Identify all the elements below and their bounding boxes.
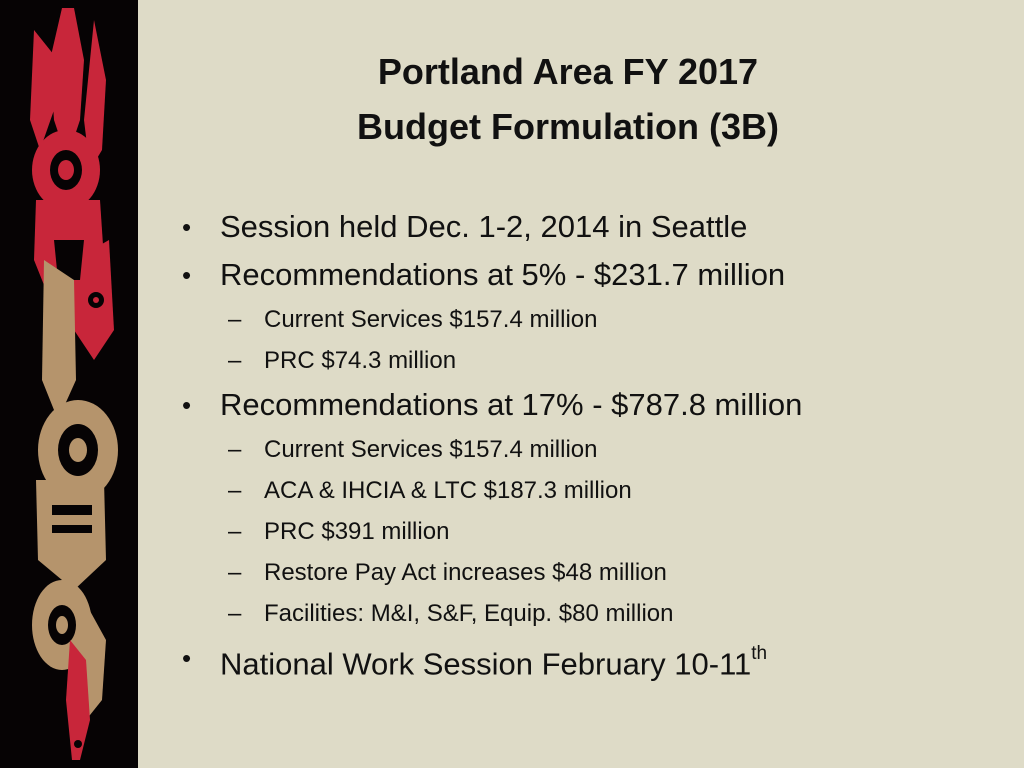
decorative-sidebar bbox=[0, 0, 138, 768]
bullet-list bbox=[180, 203, 1000, 688]
bullet-national-text: National Work Session February 10-11 bbox=[220, 646, 752, 682]
bullet-session: • Session held Dec. 1-2, 2014 in Seattle bbox=[180, 203, 1000, 251]
sub-list-17 bbox=[180, 429, 1000, 634]
sub-bullet-text: Current Services $157.4 million bbox=[264, 436, 598, 463]
totem-pole-artwork bbox=[14, 0, 124, 768]
sub-bullet-text: ACA & IHCIA & LTC $187.3 million bbox=[264, 477, 632, 504]
title-line-1: Portland Area FY 2017 bbox=[377, 51, 759, 92]
ordinal-suffix: th bbox=[751, 643, 768, 664]
title-line-2: Budget Formulation (3B) bbox=[357, 106, 779, 147]
sub-bullet-text: PRC $74.3 million bbox=[264, 347, 457, 374]
sub-bullet: – ACA & IHCIA & LTC $187.3 million bbox=[228, 477, 632, 504]
sub-bullet: – Facilities: M&I, S&F, Equip. $80 million bbox=[228, 600, 674, 627]
sub-bullet: – PRC $391 million bbox=[228, 518, 450, 545]
sub-bullet: – Current Services $157.4 million bbox=[228, 436, 598, 463]
sub-bullet-text: Restore Pay Act increases $48 million bbox=[264, 559, 667, 586]
sub-bullet-text: Facilities: M&I, S&F, Equip. $80 million bbox=[264, 600, 674, 627]
bullet-national-session bbox=[180, 634, 1000, 688]
sub-bullet-text: PRC $391 million bbox=[264, 518, 450, 545]
sub-bullet: – PRC $74.3 million bbox=[228, 347, 457, 374]
slide-title bbox=[180, 44, 956, 154]
bullet-recommendations-17: • Recommendations at 17% - $787.8 million bbox=[180, 381, 1000, 429]
sub-bullet-text: Current Services $157.4 million bbox=[264, 306, 598, 333]
sub-bullet: – Restore Pay Act increases $48 million bbox=[228, 559, 667, 586]
sub-bullet: – Current Services $157.4 million bbox=[228, 306, 598, 333]
bullet-recommendations-5: • Recommendations at 5% - $231.7 million bbox=[180, 251, 1000, 299]
sub-list-5 bbox=[180, 299, 1000, 381]
